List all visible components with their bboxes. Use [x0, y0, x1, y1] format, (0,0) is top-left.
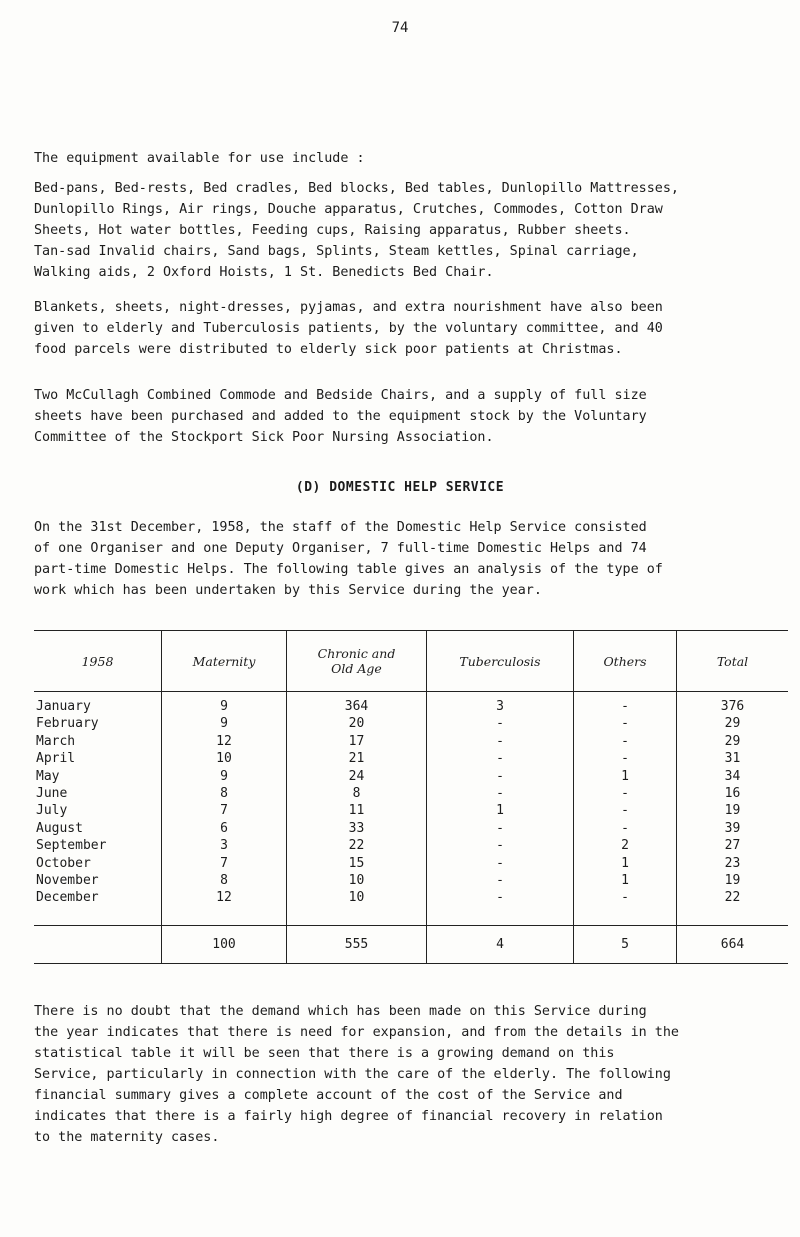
equipment-list: Bed-pans, Bed-rests, Bed cradles, Bed blocks, Bed tables, Dunlopillo Mattresses, Dunlopillo Rings, Air rings, Douche apparatus, Crutches, Commodes, Cotton Draw Sheets, Hot water bottles, Feeding cups, Raising apparatus, Rubber sheets. Tan-sad Invalid chairs, Sand bags, Splints, Steam kettles, Spinal carriage, Walking aids, 2 Oxford Hoists, 1 St. Benedicts Bed Chair. — [34, 181, 679, 280]
header-chronic: Chronic and Old Age — [287, 631, 427, 692]
total-maternity: 100 — [162, 926, 287, 964]
header-tuberculosis: Tuberculosis — [427, 631, 574, 692]
tuberculosis-column: 3 - - - - - 1 - - - - - — [427, 692, 574, 926]
mccullagh-paragraph: Two McCullagh Combined Commode and Bedside Chairs, and a supply of full size sheets have been purchased and added to the equipment stock by the Voluntary Committee of the Stockport Sick Poor Nursing Association. — [34, 388, 647, 445]
header-maternity: Maternity — [162, 631, 287, 692]
month-column: January February March April May June July August September October November December — [36, 699, 107, 906]
total-others: 5 — [574, 926, 677, 964]
blankets-paragraph: Blankets, sheets, night-dresses, pyjamas, and extra nourishment have also been given to elderly and Tuberculosis patients, by the voluntary committee, and 40 food parcels were distributed to elderly sick poor patients at Christmas. — [34, 300, 663, 357]
others-column: - - - - 1 - - - 2 1 1 - — [574, 692, 677, 926]
maternity-column: 9 9 12 10 9 8 7 6 3 7 8 12 — [162, 692, 287, 926]
totals-label — [34, 926, 162, 964]
closing-paragraph: There is no doubt that the demand which has been made on this Service during the year indicates that there is need for expansion, and from the details in the statistical table it will be seen that there is a growing demand on this Service, particularly in connection with the care of the elderly. The following financial summary gives a complete account of the cost of the Service and indicates that there is a fairly high degree of financial recovery in relation to the maternity cases. — [34, 1004, 679, 1145]
total-grand: 664 — [677, 926, 789, 964]
domestic-help-table — [34, 630, 788, 964]
section-heading: (D) DOMESTIC HELP SERVICE — [295, 480, 505, 495]
page-number: 74 — [391, 20, 409, 36]
equipment-intro: The equipment available for use include : — [34, 151, 365, 166]
domestic-help-paragraph: On the 31st December, 1958, the staff of the Domestic Help Service consisted of one Organiser and one Deputy Organiser, 7 full-time Domestic Helps and 74 part-time Domestic Helps. The following table gives an analysis of the type of work which has been undertaken by this Service during the year. — [34, 520, 663, 598]
total-column: 376 29 29 31 34 16 19 39 27 23 19 22 — [677, 692, 789, 926]
total-chronic: 555 — [287, 926, 427, 964]
table-header-row — [34, 631, 788, 692]
header-year: 1958 — [34, 631, 162, 692]
header-total: Total — [677, 631, 789, 692]
total-tuberculosis: 4 — [427, 926, 574, 964]
table-body-row — [34, 692, 788, 926]
chronic-column: 364 20 17 21 24 8 11 33 22 15 10 10 — [287, 692, 427, 926]
header-others: Others — [574, 631, 677, 692]
totals-row — [34, 926, 788, 964]
